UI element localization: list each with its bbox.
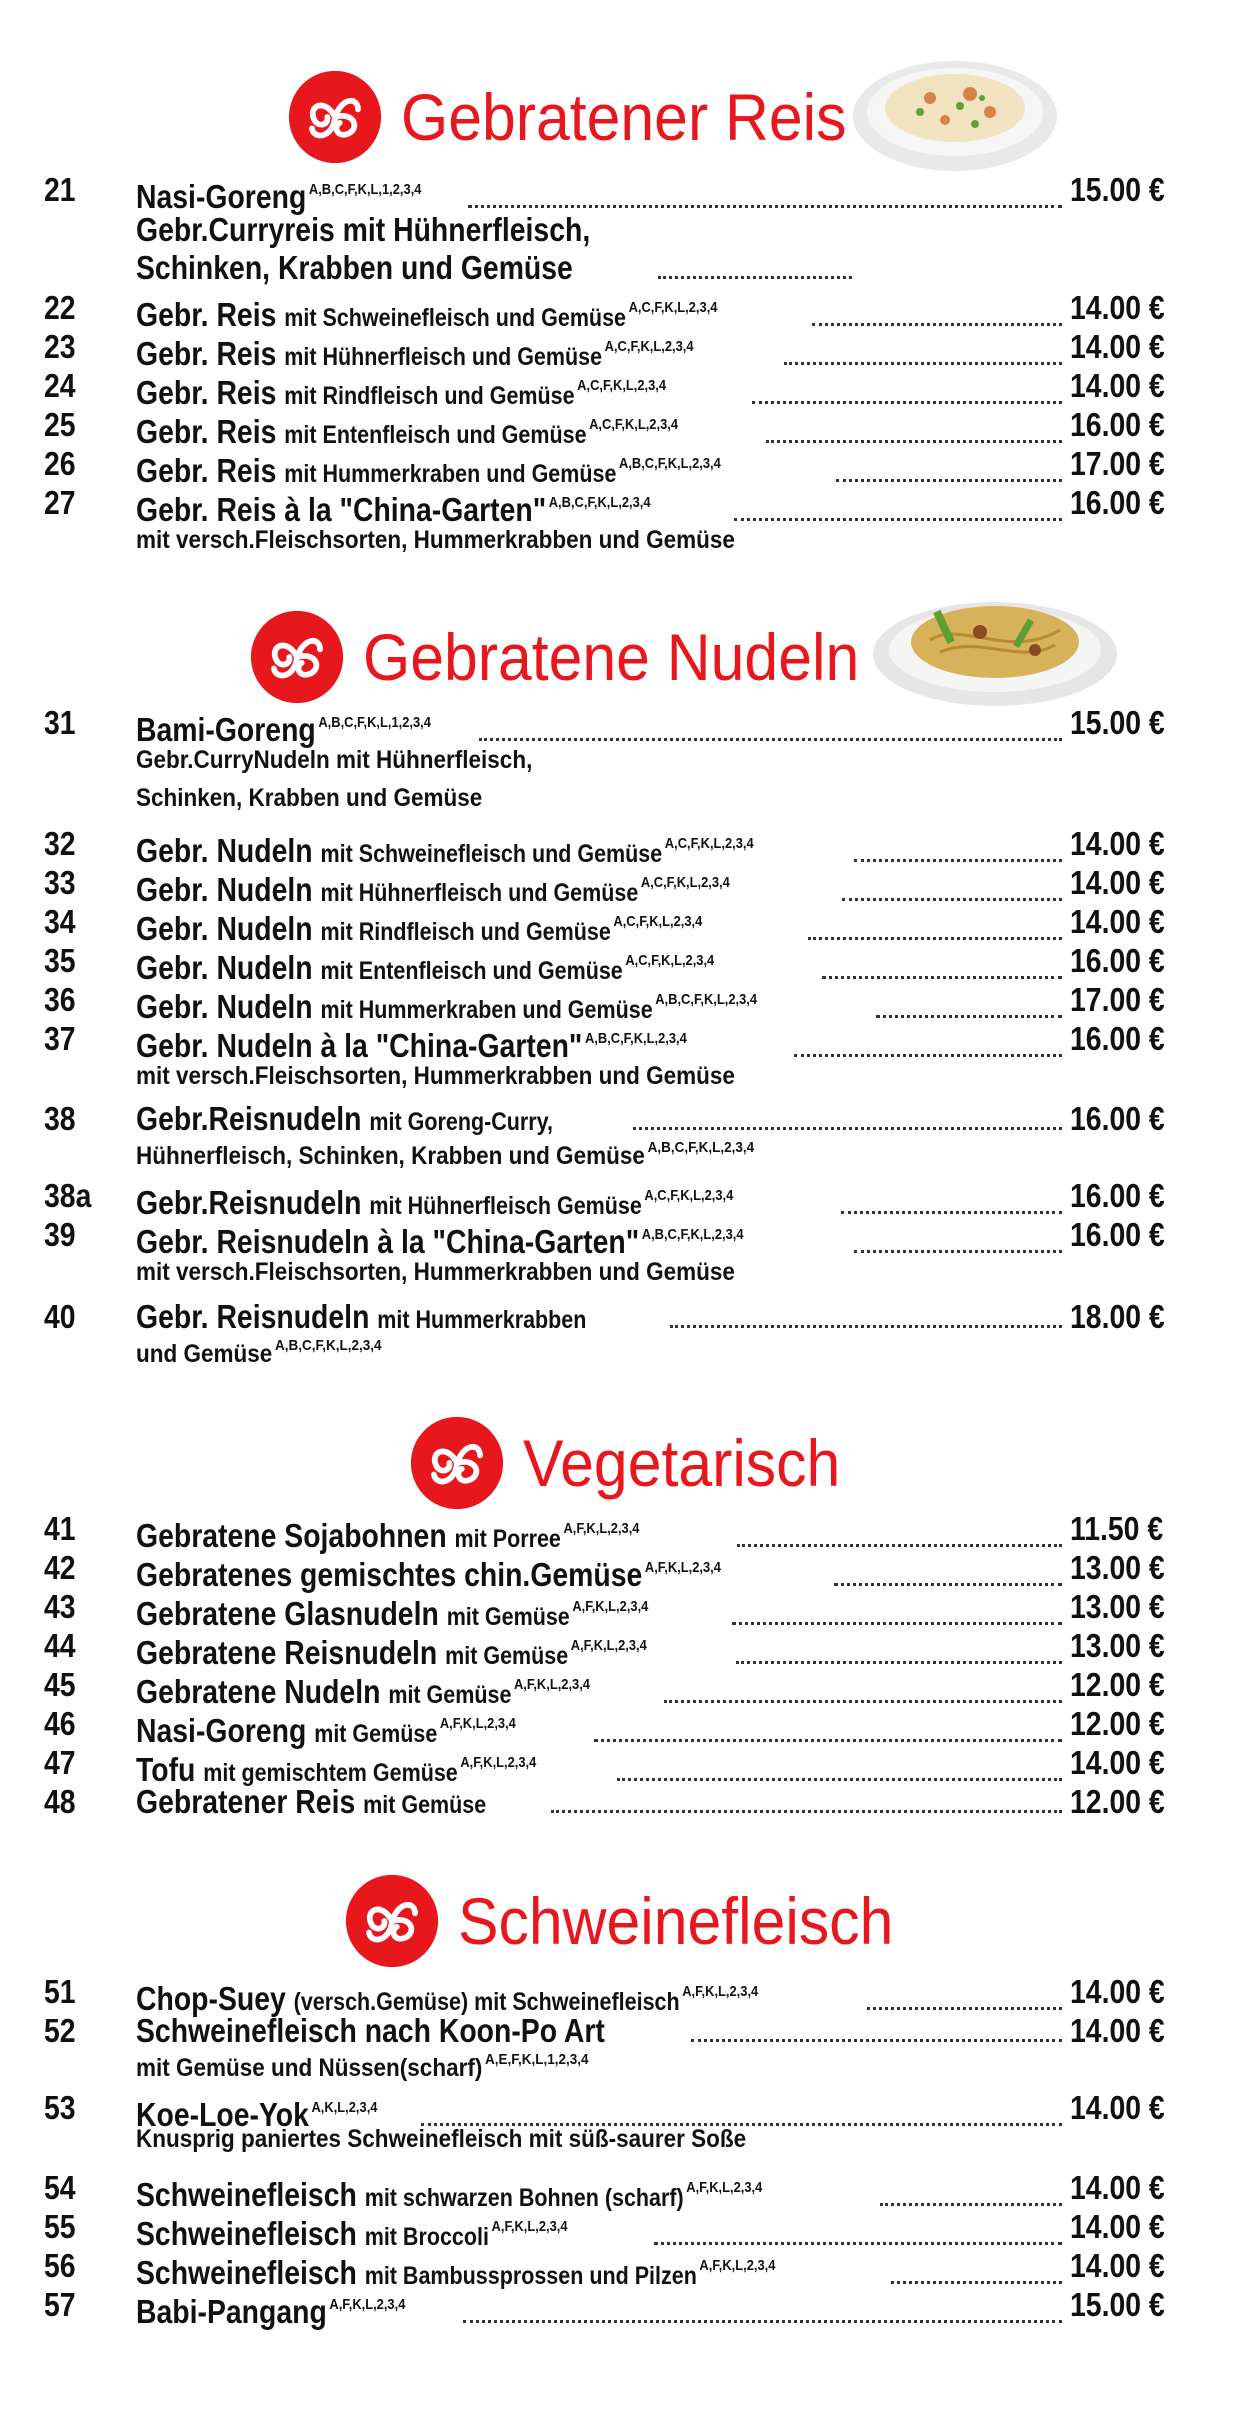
item-name: Nasi-Goreng <box>136 178 307 215</box>
item-subtext: und Gemüse $^{A,B,C,F,K,L,2,3,4}$ <box>136 1337 382 1368</box>
section-header-schweinefleisch <box>12 1866 1252 1976</box>
dot-leader <box>468 205 1062 208</box>
section-title: Gebratener Reis <box>400 80 847 154</box>
red-swirl-logo-icon <box>287 69 383 165</box>
item-price: 15.00 € <box>1070 171 1165 208</box>
item-number: 21 <box>44 171 76 208</box>
item-subtext: mit versch.Fleischsorten, Hummerkrabben und Gemüse <box>136 526 735 554</box>
allergen-codes: A,B,C,F,K,L,1,2,3,4 <box>308 181 422 198</box>
red-swirl-logo-icon <box>409 1415 505 1511</box>
dish-photo-icon <box>850 46 1060 176</box>
item-subtext: mit versch.Fleischsorten, Hummerkrabben und Gemüse <box>136 1062 735 1090</box>
red-swirl-logo-icon <box>249 609 345 705</box>
item-subtext: Schinken, Krabben und Gemüse <box>136 784 483 812</box>
item-subtext: Gebr.CurryNudeln mit Hühnerfleisch, <box>136 746 533 774</box>
dot-leader <box>658 276 852 279</box>
section-title: Schweinefleisch <box>458 1884 894 1958</box>
section-title: Vegetarisch <box>522 1426 840 1500</box>
dish-photo-icon <box>870 580 1120 710</box>
red-swirl-logo-icon <box>344 1873 440 1969</box>
section-title: Gebratene Nudeln <box>363 620 860 694</box>
item-subtext: mit Gemüse und Nüssen(scharf) $^{A,E,F,K,L,1,2,3,4}$ <box>136 2051 589 2082</box>
item-subtext: mit versch.Fleischsorten, Hummerkrabben und Gemüse <box>136 1258 735 1286</box>
item-subtext: Knusprig paniertes Schweinefleisch mit süß-saurer Soße <box>136 2125 747 2153</box>
section-header-vegetarisch <box>12 1408 1252 1518</box>
item-subtext: Hühnerfleisch, Schinken, Krabben und Gemüse $^{A,B,C,F,K,L,2,3,4}$ <box>136 1139 755 1170</box>
